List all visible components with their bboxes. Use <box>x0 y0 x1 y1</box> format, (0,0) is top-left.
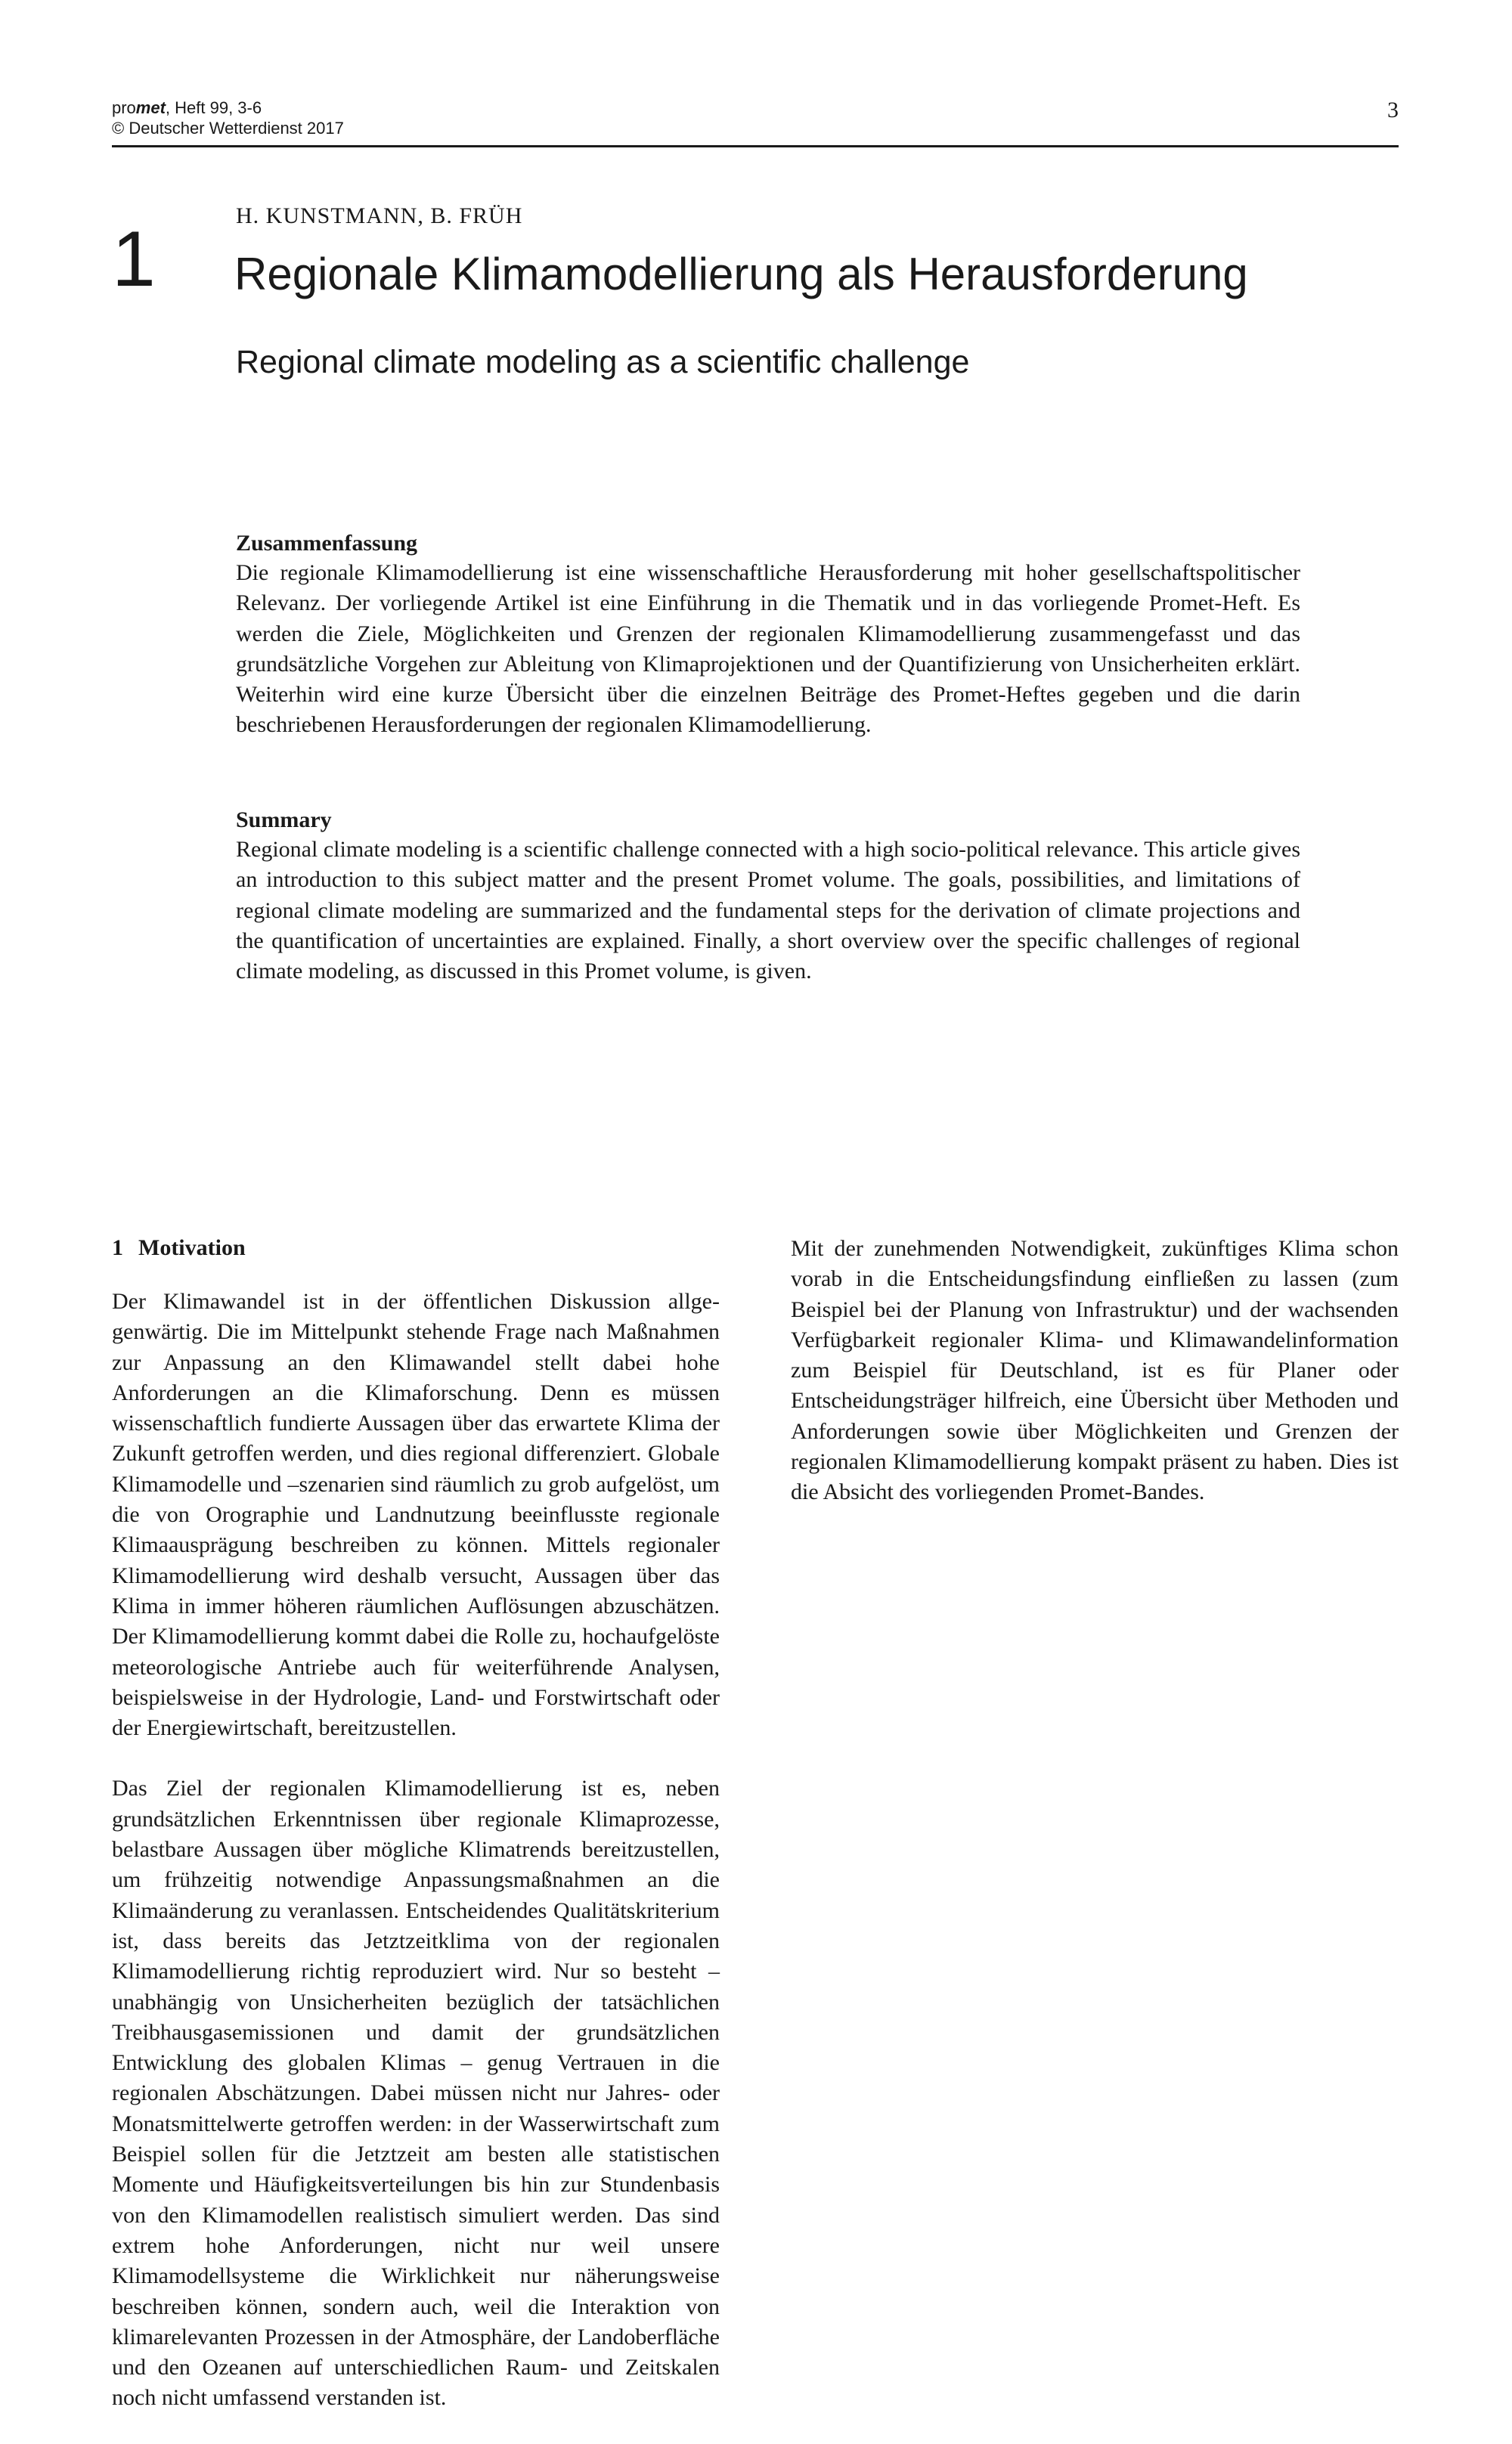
abstract-english-heading: Summary <box>236 807 332 832</box>
running-header <box>112 97 1399 147</box>
body-paragraph: Der Klimawandel ist in der öffentlichen Diskussion allgegenwärtig. Die im Mittelpunkt stehende Frage nach Maßnahmen zur Anpassung an den Klimawandel stellt dabei hohe Anforderungen an die Klimaforschung. Denn es müssen wissenschaftlich fundierte Aussagen über das erwartete Klima der Zukunft getroffen werden, und dies regional differenziert. Globale Klimamodelle und –szenarien sind räumlich zu grob aufgelöst, um die von Orographie und Landnutzung beeinflusste regionale Klimaausprägung beschreiben zu können. Mittels regionaler Klimamodellierung wird deshalb versucht, Aussagen über das Klima in immer höheren räumlichen Auflösungen abzuschätzen. Der Klimamodellierung kommt dabei die Rolle zu, hochaufgelöste meteorologische Antriebe auch für weiterführende Analysen, beispielsweise in der Hydrologie, Land- und Forstwirtschaft oder der Energiewirtschaft, bereitzustellen. <box>112 1289 720 1741</box>
section-number: 1 <box>112 1235 123 1260</box>
section-title: Motivation <box>138 1235 246 1260</box>
article-title-german: Regionale Klimamodellierung als Herausforderung <box>234 249 1248 299</box>
copyright-notice: © Deutscher Wetterdienst 2017 <box>112 119 344 138</box>
abstract-german-heading: Zusammenfassung <box>236 531 418 556</box>
journal-issue: , Heft 99, 3-6 <box>165 98 262 117</box>
journal-citation <box>112 98 262 118</box>
body-paragraph: Das Ziel der regionalen Klimamodellierung ist es, neben grundsätzlichen Erkenntnissen über regionale Klimaprozesse, belastbare Aussagen über mögliche Klimatrends bereitzustellen, um frühzeitig notwendige Anpassungsmaßnahmen an die Klimaänderung zu veranlassen. Entscheidendes Qualitätskriterium ist, dass bereits das Jetztzeitklima von der regionalen Klimamodellierung richtig reproduziert wird. Nur so besteht – unabhängig von Unsicherheiten bezüglich der tatsächlichen Treibhausgasemissionen und damit der grundsätzlichen Entwicklung des globalen Klimas – genug Vertrauen in die regionalen Abschätzungen. Dabei müssen nicht nur Jahres- oder Monatsmittelwerte getroffen werden: in der Wasserwirtschaft zum Beispiel sollen für die Jetztzeit am besten alle statistischen Momente und Häufigkeitsverteilungen bis hin zur Stundenbasis von den Klimamodellen realistisch simuliert werden. Das sind extrem hohe Anforderungen, nicht nur weil unsere Klimamodellsysteme die Wirklichkeit nur näherungsweise beschreiben können, sondern auch, weil die Interaktion von klimarelevanten Prozessen in der Atmosphäre, der Landoberfläche und den Ozeanen auf unterschiedlichen Raum- und Zeitskalen noch nicht umfassend verstanden ist. <box>112 1776 720 2411</box>
body-column-left <box>112 1234 720 2444</box>
chapter-number: 1 <box>112 215 156 303</box>
article-authors: H. KUNSTMANN, B. FRÜH <box>236 203 523 228</box>
abstract-english <box>236 806 1300 987</box>
abstract-german-text: Die regionale Klimamodellierung ist eine wissenschaftliche Herausforderung mit hoher gesellschaftspolitischer Relevanz. Der vorliegende Artikel ist eine Einführung in die Thematik und in das vorliegende Promet-Heft. Es werden die Ziele, Möglichkeiten und Grenzen der regionalen Klimamodellierung zusammengefasst und das grundsätzliche Vorgehen zur Ableitung von Klimaprojektionen und der Quantifizierung von Unsicherheiten erklärt. Weiterhin wird eine kurze Übersicht über die einzelnen Beiträge des Promet-Heftes gegeben und die darin beschriebenen Herausforderungen der regionalen Klimamodellierung. <box>236 560 1300 738</box>
journal-brand-pro: pro <box>112 98 136 117</box>
journal-brand-met: met <box>135 98 166 117</box>
body-paragraph: Mit der zunehmenden Notwendigkeit, zukünftiges Klima schon vorab in die Entscheidungsfindung einfließen zu lassen (zum Beispiel bei der Planung von Infrastruktur) und der wachsenden Verfügbarkeit regionaler Klima- und Klimawandelinformation zum Beispiel für Deutschland, ist es für Planer oder Entscheidungsträger hilfreich, eine Übersicht über Methoden und Anforderungen sowie über Möglichkeiten und Grenzen der regionalen Klimamodellierung kompakt präsent zu haben. Dies ist die Absicht des vorliegenden Promet-Bandes. <box>791 1236 1399 1505</box>
abstract-german <box>236 529 1300 741</box>
article-title-english: Regional climate modeling as a scientific challenge <box>236 344 970 380</box>
page-number: 3 <box>1387 98 1399 122</box>
body-column-right <box>791 1234 1399 1538</box>
abstract-english-text: Regional climate modeling is a scientific challenge connected with a high socio-political relevance. This article gives an introduction to this subject matter and the present Promet volume. The goals, possibilities, and limitations of regional climate modeling are summarized and the fundamental steps for the derivation of climate projections and the quantification of uncertainties are explained. Finally, a short overview over the specific challenges of regional climate modeling, as discussed in this Promet volume, is given. <box>236 837 1300 984</box>
section-heading <box>112 1234 720 1262</box>
